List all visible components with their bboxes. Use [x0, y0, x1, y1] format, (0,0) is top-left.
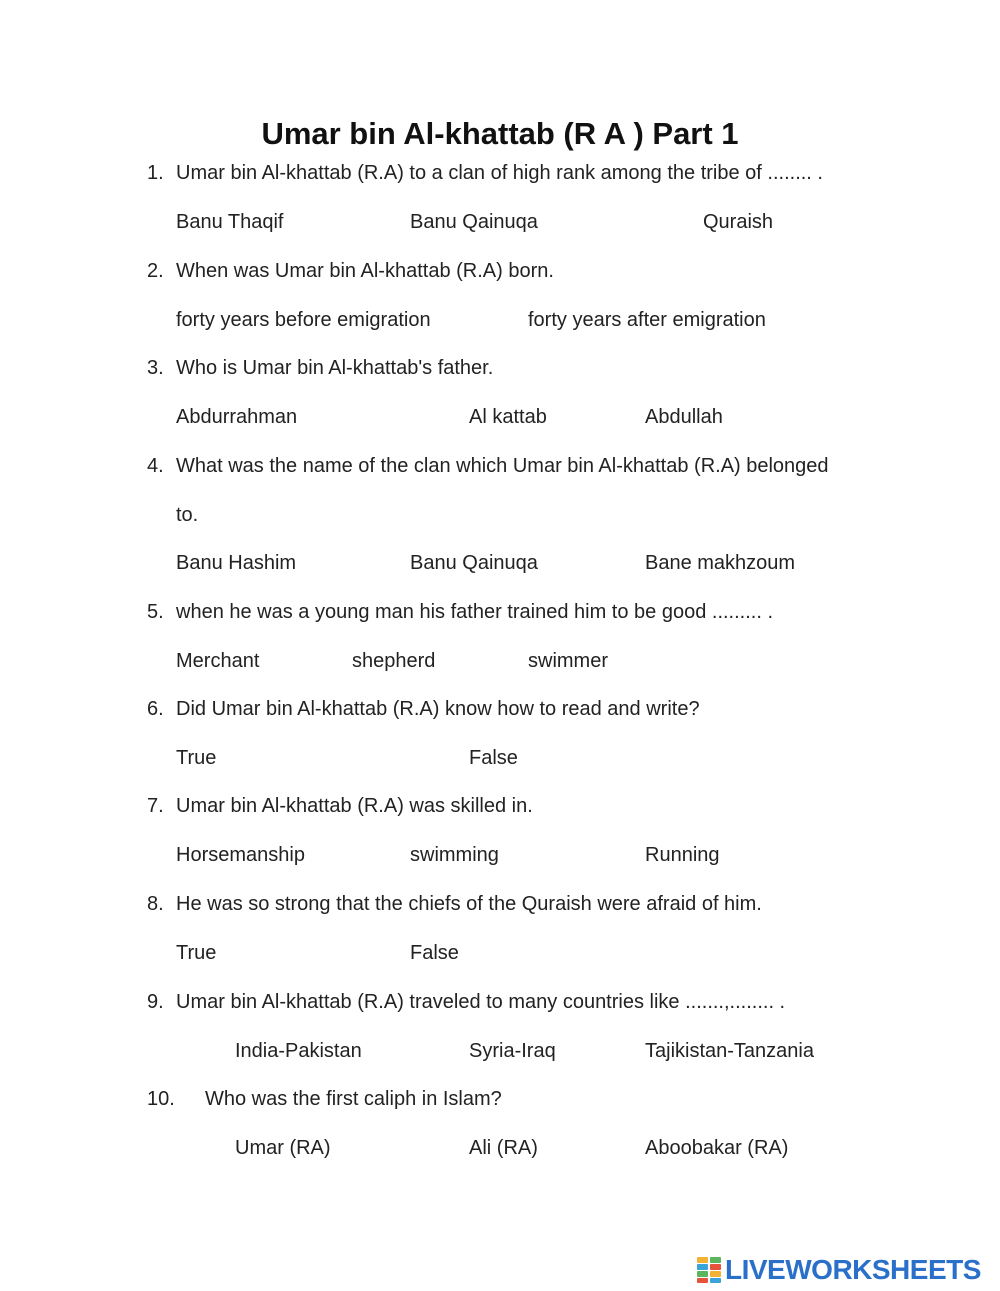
question-text: Umar bin Al-khattab (R.A) to a clan of high rank among the tribe of ........ .: [176, 162, 823, 184]
question-number: 2.: [147, 260, 164, 282]
answer-option[interactable]: Abdullah: [645, 406, 723, 428]
question-text: He was so strong that the chiefs of the Quraish were afraid of him.: [176, 893, 762, 915]
answer-option[interactable]: Banu Qainuqa: [410, 211, 538, 233]
answer-option[interactable]: Al kattab: [469, 406, 547, 428]
question-text: When was Umar bin Al-khattab (R.A) born.: [176, 260, 554, 282]
question-number: 10.: [147, 1088, 175, 1110]
answer-option[interactable]: Running: [645, 844, 720, 866]
question-number: 3.: [147, 357, 164, 379]
answer-option[interactable]: Aboobakar (RA): [645, 1137, 789, 1159]
answer-option[interactable]: Quraish: [703, 211, 774, 233]
answer-option[interactable]: False: [469, 747, 518, 769]
answer-option[interactable]: True: [176, 747, 217, 769]
question-text: Umar bin Al-khattab (R.A) traveled to many countries like .......,........ .: [176, 991, 786, 1013]
answer-option[interactable]: Banu Thaqif: [176, 211, 284, 233]
answer-option[interactable]: Abdurrahman: [176, 406, 298, 428]
answer-option[interactable]: Tajikistan-Tanzania: [645, 1040, 814, 1062]
answer-option[interactable]: Banu Qainuqa: [410, 552, 538, 574]
liveworksheets-logo-text: LIVEWORKSHEETS: [725, 1254, 981, 1285]
answer-option[interactable]: Horsemanship: [176, 844, 305, 866]
answer-option[interactable]: India-Pakistan: [235, 1040, 362, 1062]
answer-option[interactable]: Bane makhzoum: [645, 552, 796, 574]
question-text: Who was the first caliph in Islam?: [205, 1088, 502, 1110]
answer-option[interactable]: Merchant: [176, 650, 260, 672]
question-text: Did Umar bin Al-khattab (R.A) know how to read and write?: [176, 698, 700, 720]
answer-option[interactable]: swimmer: [528, 650, 608, 672]
answer-option[interactable]: False: [410, 942, 459, 964]
question-number: 6.: [147, 698, 164, 720]
question-text: Umar bin Al-khattab (R.A) was skilled in.: [176, 795, 533, 817]
answer-option[interactable]: True: [176, 942, 217, 964]
answer-option[interactable]: shepherd: [352, 650, 436, 672]
answer-option[interactable]: Banu Hashim: [176, 552, 297, 574]
question-number: 1.: [147, 162, 164, 184]
answer-option[interactable]: forty years before emigration: [176, 309, 431, 331]
question-number: 4.: [147, 455, 164, 477]
question-number: 7.: [147, 795, 164, 817]
answer-option[interactable]: Umar (RA): [235, 1137, 331, 1159]
liveworksheets-logo-icon: [697, 1257, 721, 1283]
question-text: Who is Umar bin Al-khattab's father.: [176, 357, 494, 379]
question-text-continuation: to.: [176, 504, 199, 526]
answer-option[interactable]: forty years after emigration: [528, 309, 766, 331]
question-number: 5.: [147, 601, 164, 623]
answer-option[interactable]: Ali (RA): [469, 1137, 538, 1159]
worksheet-title: Umar bin Al-khattab (R A ) Part 1: [261, 116, 739, 151]
question-number: 8.: [147, 893, 164, 915]
question-number: 9.: [147, 991, 164, 1013]
answer-option[interactable]: swimming: [410, 844, 499, 866]
question-text: when he was a young man his father trained him to be good ......... .: [176, 601, 774, 623]
question-text: What was the name of the clan which Umar bin Al-khattab (R.A) belonged: [176, 455, 829, 477]
answer-option[interactable]: Syria-Iraq: [469, 1040, 556, 1062]
liveworksheets-branding: [697, 1254, 981, 1286]
